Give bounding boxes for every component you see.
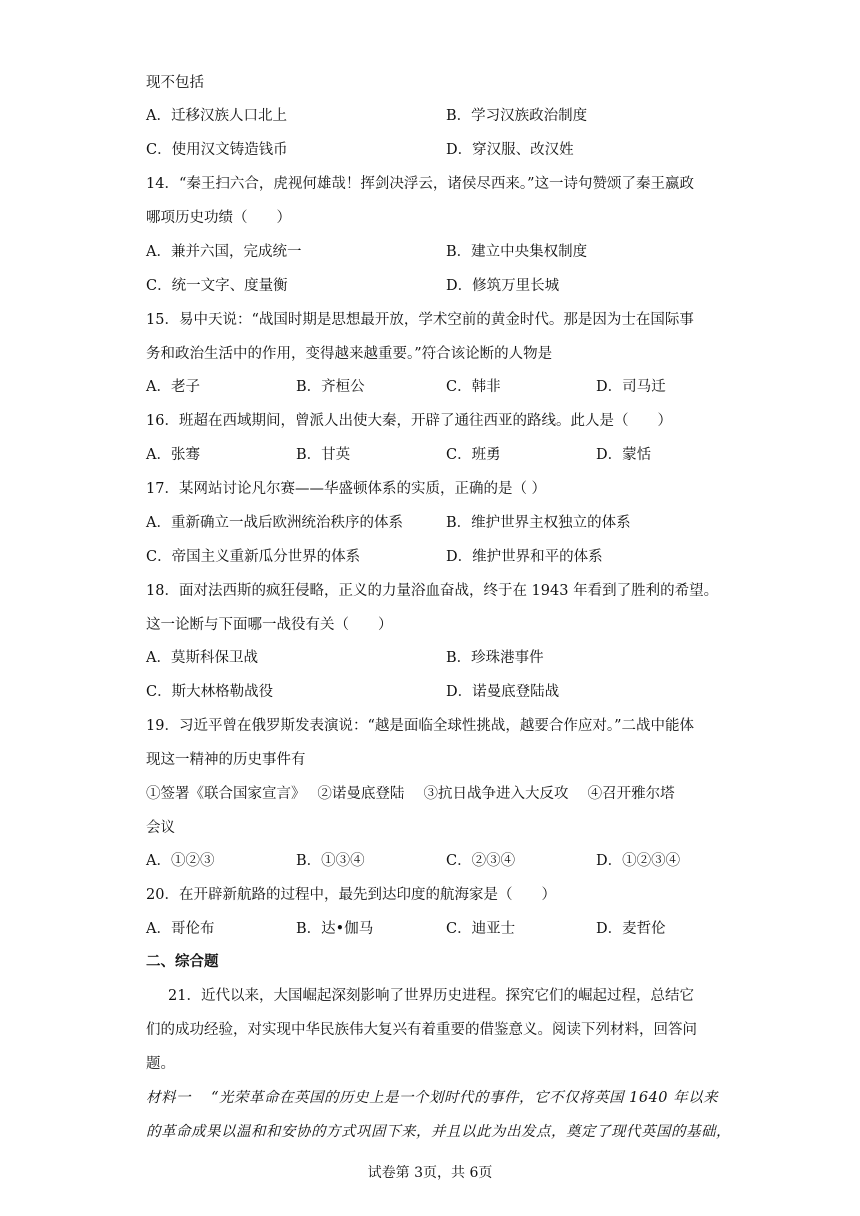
q18-option-d: D．诺曼底登陆战 [446, 684, 560, 700]
q19-stem-line4: 会议 [146, 820, 175, 836]
q17-option-a: A．重新确立一战后欧洲统治秩序的体系 [146, 515, 403, 531]
q14-option-c: C．统一文字、度量衡 [146, 278, 288, 294]
q14-stem-line2: 哪项历史功绩（ ） [146, 210, 291, 226]
q13-option-d: D．穿汉服、改汉姓 [446, 142, 574, 158]
q15-option-d: D．司马迁 [596, 379, 666, 395]
q15-option-c: C．韩非 [446, 379, 501, 395]
q13-tail: 现不包括 [146, 75, 204, 91]
q15-option-b: B．齐桓公 [296, 379, 365, 395]
q20-option-d: D．麦哲伦 [596, 921, 666, 937]
q20-option-c: C．迪亚士 [446, 921, 516, 937]
q20-stem-line1: 20．在开辟新航路的过程中，最先到达印度的航海家是（ ） [146, 887, 556, 903]
q21-stem-line1: 21．近代以来，大国崛起深刻影响了世界历史进程。探究它们的崛起过程，总结它 [168, 988, 694, 1004]
q14-stem-line1: 14．“秦王扫六合，虎视何雄哉！挥剑决浮云，诸侯尽西来。”这一诗句赞颂了秦王嬴政 [146, 176, 695, 192]
q16-option-c: C．班勇 [446, 447, 501, 463]
q15-stem-line2: 务和政治生活中的作用，变得越来越重要。”符合该论断的人物是 [146, 346, 553, 362]
q17-option-c: C．帝国主义重新瓜分世界的体系 [146, 549, 361, 565]
q18-option-c: C．斯大林格勒战役 [146, 684, 274, 700]
q20-option-b: B．达•伽马 [296, 921, 374, 937]
material1-line2: 的革命成果以温和和安协的方式巩固下来，并且以此为出发点，奠定了现代英国的基础， [146, 1124, 731, 1140]
q16-option-a: A．张骞 [146, 447, 200, 463]
q17-stem-line1: 17．某网站讨论凡尔赛——华盛顿体系的实质，正确的是（ ） [146, 481, 547, 497]
q18-stem-line1: 18．面对法西斯的疯狂侵略，正义的力量浴血奋战，终于在 1943 年看到了胜利的希望。 [146, 583, 719, 599]
q14-option-b: B．建立中央集权制度 [446, 244, 588, 260]
page-footer: 试卷第 3页，共 6页 [367, 1165, 493, 1181]
q18-stem-line2: 这一论断与下面哪一战役有关（ ） [146, 617, 393, 633]
q17-option-d: D．维护世界和平的体系 [446, 549, 603, 565]
q18-option-a: A．莫斯科保卫战 [146, 650, 258, 666]
q19-stem-line3: ①签署《联合国家宣言》 ②诺曼底登陆 ③抗日战争进入大反攻 ④召开雅尔塔 [146, 786, 675, 802]
q19-option-b: B．①③④ [296, 853, 365, 869]
q14-option-d: D．修筑万里长城 [446, 278, 560, 294]
material1-line1: 材料一 “光荣革命在英国的历史上是一个划时代的事件，它不仅将英国 1640 年以来 [146, 1090, 719, 1106]
q19-option-a: A．①②③ [146, 853, 215, 869]
q21-stem-line3: 题。 [146, 1056, 175, 1072]
q20-option-a: A．哥伦布 [146, 921, 215, 937]
q14-option-a: A．兼并六国，完成统一 [146, 244, 302, 260]
q19-option-d: D．①②③④ [596, 853, 681, 869]
q15-stem-line1: 15．易中天说：“战国时期是思想最开放，学术空前的黄金时代。那是因为士在国际事 [146, 312, 694, 328]
q15-option-a: A．老子 [146, 379, 200, 395]
q13-option-a: A．迁移汉族人口北上 [146, 108, 287, 124]
q17-option-b: B．维护世界主权独立的体系 [446, 515, 631, 531]
q21-stem-line2: 们的成功经验，对实现中华民族伟大复兴有着重要的借鉴意义。阅读下列材料，回答问 [146, 1022, 697, 1038]
q13-option-c: C．使用汉文铸造钱币 [146, 142, 288, 158]
q16-option-b: B．甘英 [296, 447, 351, 463]
q19-option-c: C．②③④ [446, 853, 516, 869]
q13-option-b: B．学习汉族政治制度 [446, 108, 588, 124]
q19-stem-line2: 现这一精神的历史事件有 [146, 752, 306, 768]
q16-option-d: D．蒙恬 [596, 447, 652, 463]
section-title: 二、综合题 [146, 954, 219, 970]
q16-stem-line1: 16．班超在西域期间，曾派人出使大秦，开辟了通往西亚的路线。此人是（ ） [146, 413, 672, 429]
q19-stem-line1: 19．习近平曾在俄罗斯发表演说：“越是面临全球性挑战，越要合作应对。”二战中能体 [146, 718, 695, 734]
q18-option-b: B．珍珠港事件 [446, 650, 544, 666]
